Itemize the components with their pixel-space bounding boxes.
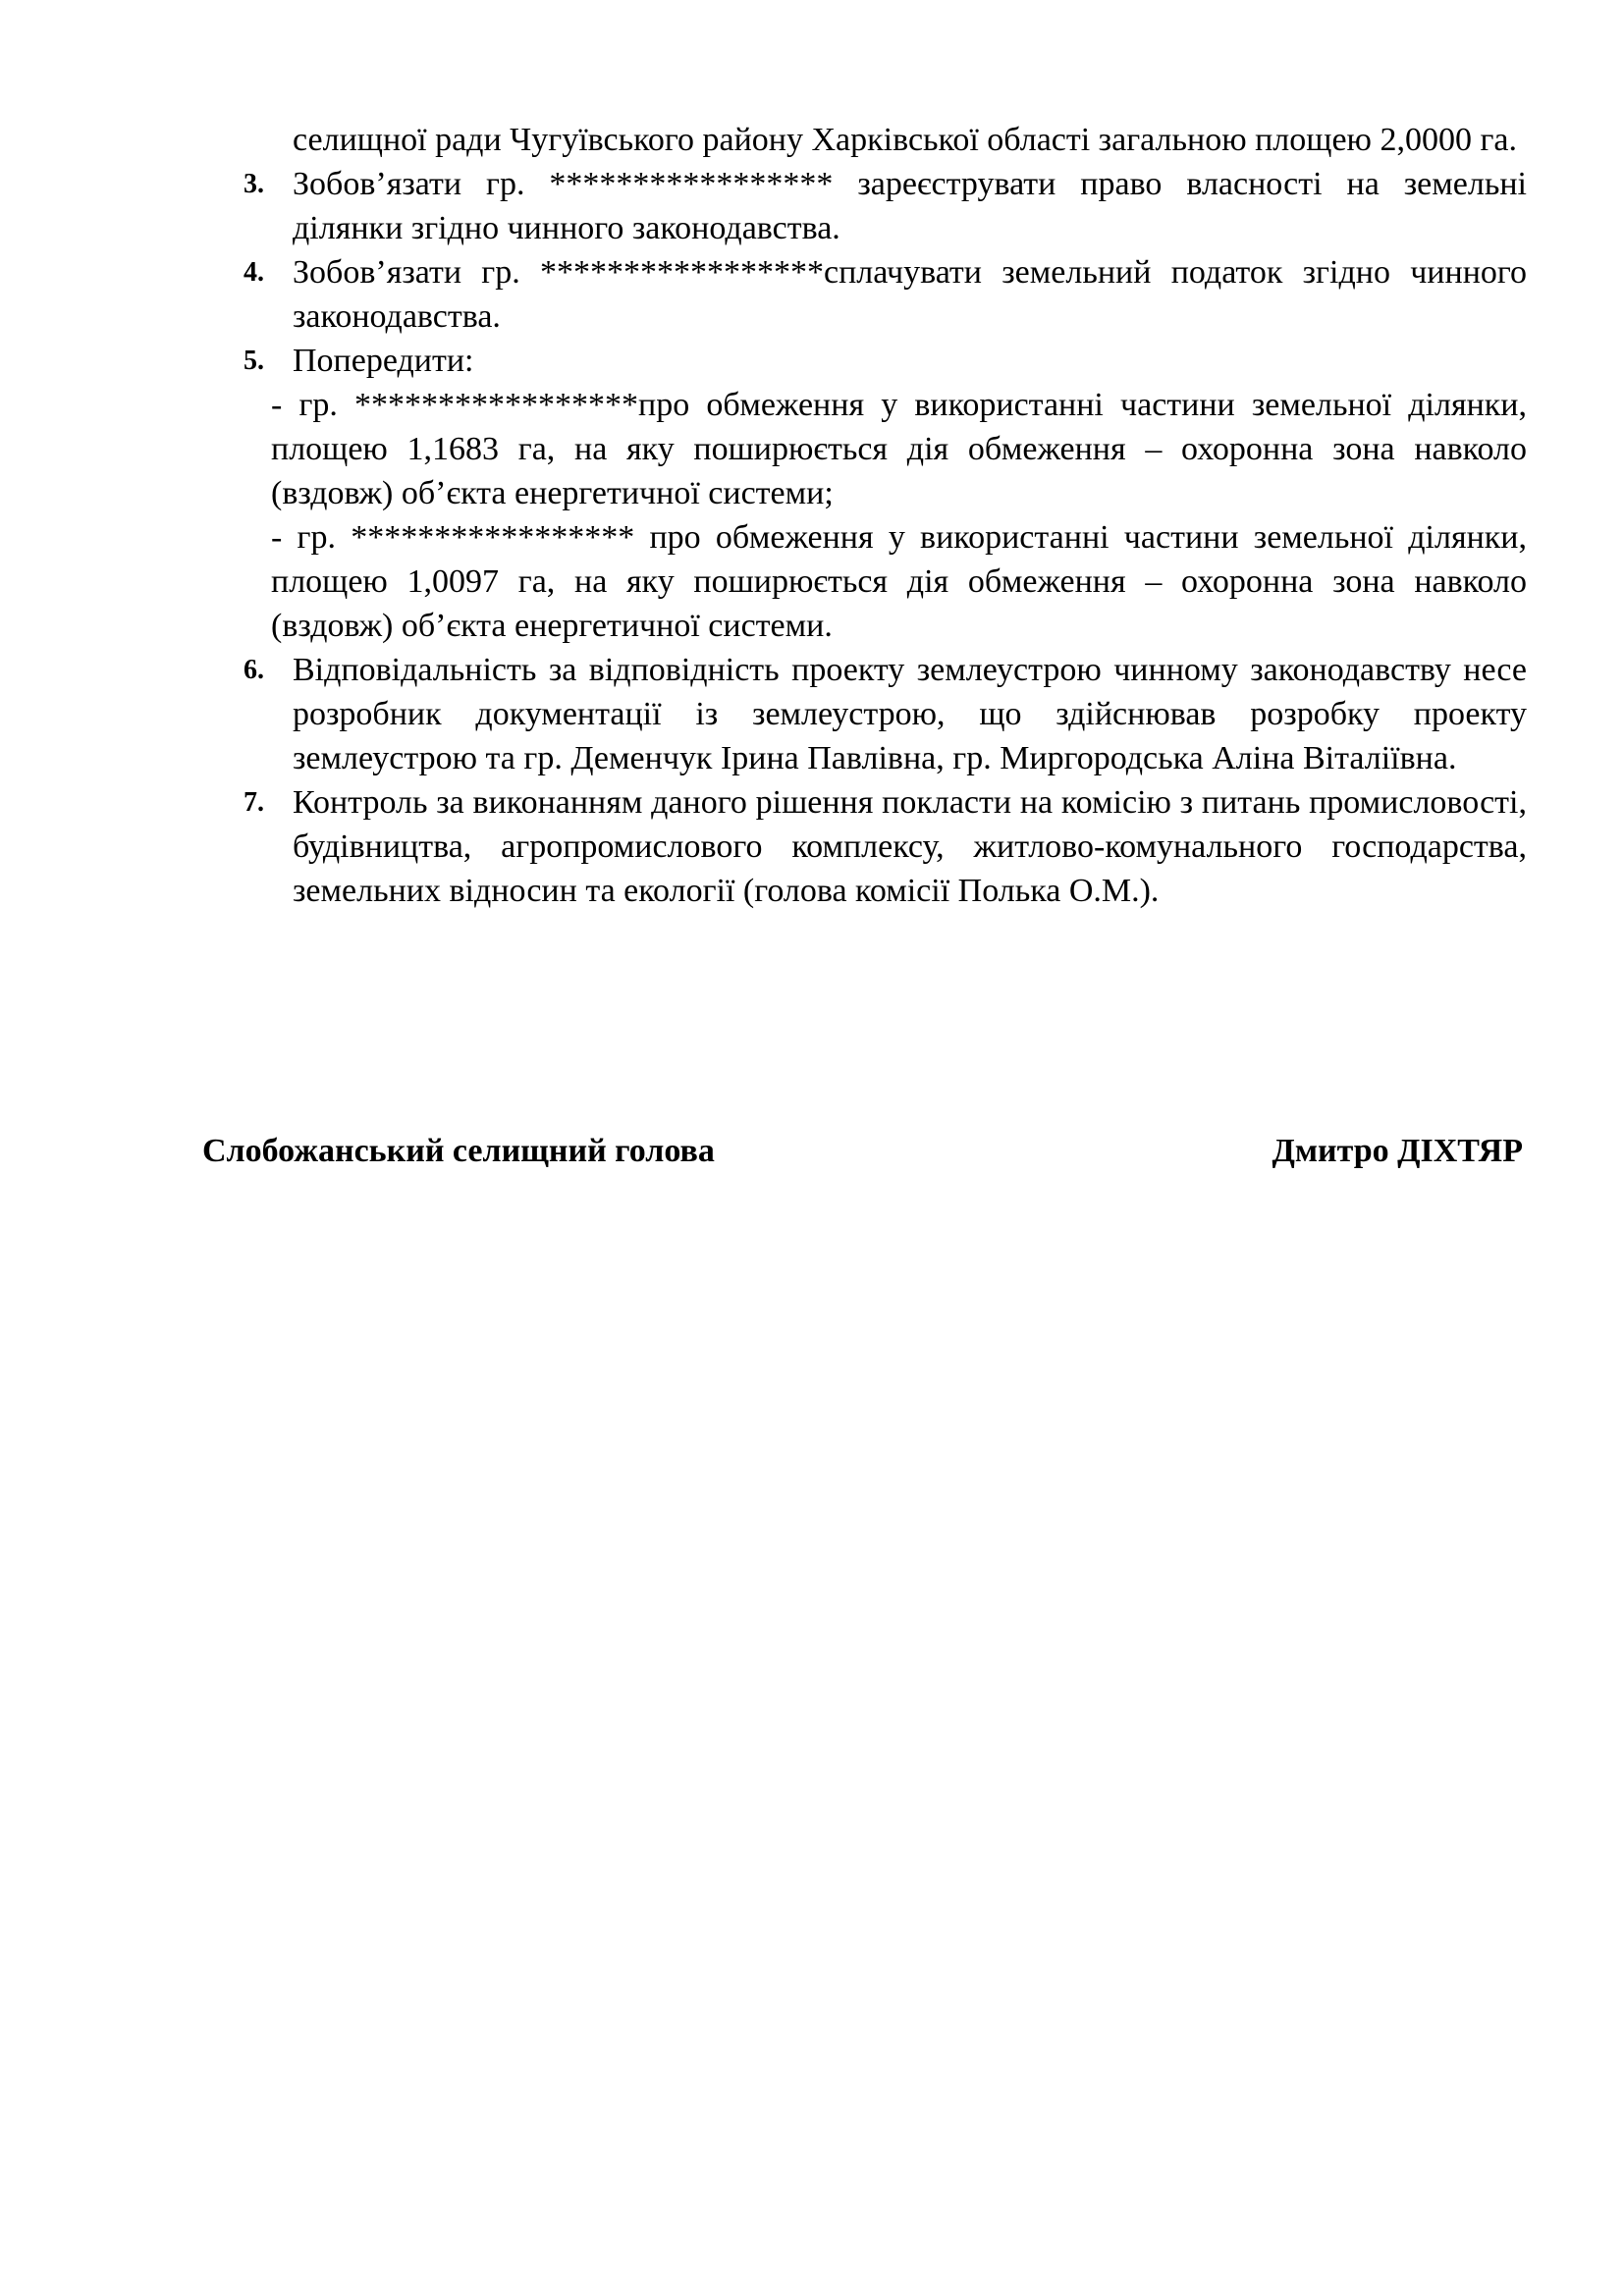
decision-item-4 xyxy=(236,250,1527,339)
item-text: Попередити: xyxy=(293,343,474,379)
decision-item-3 xyxy=(236,162,1527,250)
item-text: Зобов’язати гр. ***************** зареєструвати право власності на земельні ділянки згідно чинного законодавства. xyxy=(293,166,1527,246)
decision-item-6 xyxy=(236,648,1527,780)
item-text: Зобов’язати гр. *****************сплачувати земельний податок згідно чинного законодавства. xyxy=(293,254,1527,335)
warning-paragraph: - гр. ***************** про обмеження у використанні частини земельної ділянки, площею 1,0097 га, на яку поширюється дія обмеження – охоронна зона навколо (вздовж) об’єкта енергетичної системи. xyxy=(271,519,1527,644)
item-number: 3. xyxy=(244,169,264,199)
intro-continuation: селищної ради Чугуївського району Харківської області загальною площею 2,0000 га. xyxy=(293,122,1517,158)
item-number: 6. xyxy=(244,655,264,685)
decision-body xyxy=(236,118,1527,913)
item-text: Відповідальність за відповідність проекту землеустрою чинному законодавству несе розробник документації із землеустрою, що здійснював розробку проекту землеустрою та гр. Деменчук Ірина Павлівна, гр. Миргородська Аліна Віталіївна. xyxy=(293,652,1527,776)
warning-paragraph: - гр. *****************про обмеження у використанні частини земельної ділянки, площею 1,1683 га, на яку поширюється дія обмеження – охоронна зона навколо (вздовж) об’єкта енергетичної системи; xyxy=(271,387,1527,511)
signatory-name: Дмитро ДІХТЯР xyxy=(1272,1133,1523,1169)
item-number: 7. xyxy=(244,787,264,818)
decision-item-5 xyxy=(236,339,1527,383)
item-number: 4. xyxy=(244,257,264,288)
decision-item-7 xyxy=(236,780,1527,913)
signatory-position: Слобожанський селищний голова xyxy=(202,1133,715,1169)
item-number: 5. xyxy=(244,346,264,376)
item-text: Контроль за виконанням даного рішення покласти на комісію з питань промисловості, будівництва, агропромислового комплексу, житлово-комунального господарства, земельних відносин та екології (голова комісії Полька О.М.). xyxy=(293,784,1527,909)
